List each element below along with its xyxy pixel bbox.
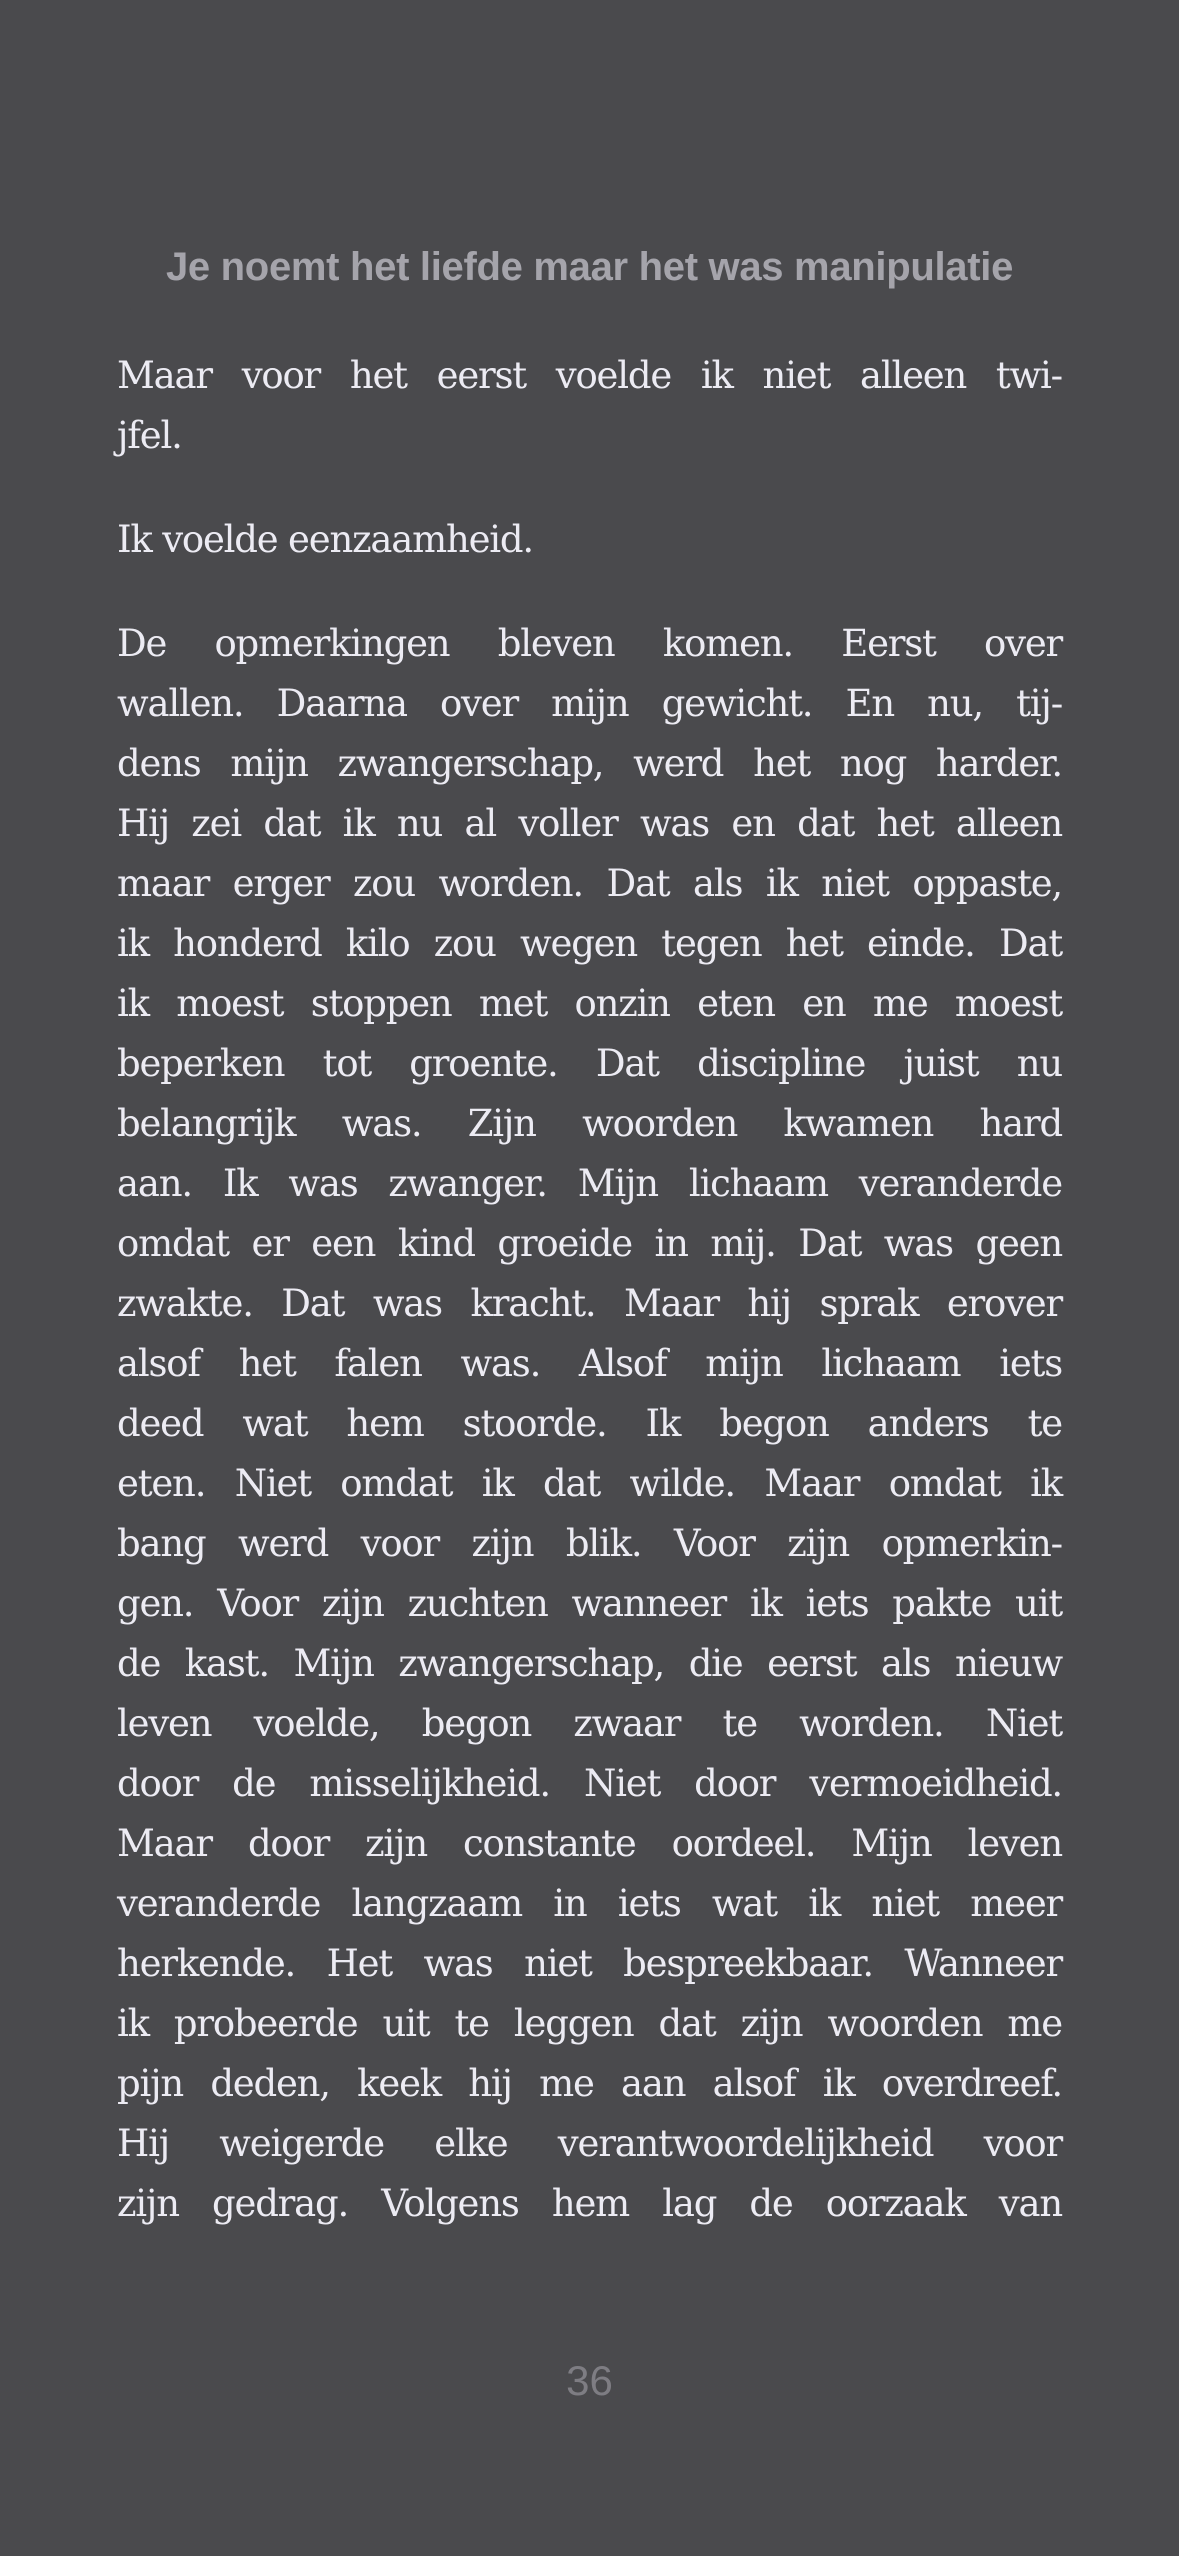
chapter-title: Je noemt het liefde maar het was manipulatie: [165, 245, 1014, 289]
page-body-text[interactable]: [117, 346, 1062, 2278]
paragraph-3: [117, 614, 1062, 2234]
text-line: belangrijk was. Zijn woorden kwamen hard: [117, 1102, 1062, 1145]
text-line: veranderde langzaam in iets wat ik niet meer: [117, 1882, 1062, 1925]
text-line: maar erger zou worden. Dat als ik niet oppaste,: [117, 862, 1062, 905]
text-line: beperken tot groente. Dat discipline juist nu: [117, 1042, 1062, 1085]
text-line: Hij zei dat ik nu al voller was en dat het alleen: [117, 802, 1062, 845]
text-line: aan. Ik was zwanger. Mijn lichaam veranderde: [117, 1162, 1062, 1205]
text-line: zijn gedrag. Volgens hem lag de oorzaak van: [117, 2182, 1062, 2225]
text-line: omdat er een kind groeide in mij. Dat was geen: [117, 1222, 1062, 1265]
text-line: ik probeerde uit te leggen dat zijn woorden me: [117, 2002, 1062, 2045]
text-line: alsof het falen was. Alsof mijn lichaam iets: [117, 1342, 1062, 1385]
text-line: dens mijn zwangerschap, werd het nog harder.: [117, 742, 1062, 785]
text-line: Hij weigerde elke verantwoordelijkheid voor: [117, 2122, 1062, 2165]
text-line: bang werd voor zijn blik. Voor zijn opmerkin-: [117, 1522, 1062, 1565]
text-line: Maar door zijn constante oordeel. Mijn leven: [117, 1822, 1062, 1865]
text-line: ik moest stoppen met onzin eten en me moest: [117, 982, 1062, 1025]
text-line: herkende. Het was niet bespreekbaar. Wanneer: [117, 1942, 1062, 1985]
text-line: pijn deden, keek hij me aan alsof ik overdreef.: [117, 2062, 1062, 2105]
text-line: de kast. Mijn zwangerschap, die eerst als nieuw: [117, 1642, 1062, 1685]
text-line: zwakte. Dat was kracht. Maar hij sprak erover: [117, 1282, 1062, 1325]
text-line: gen. Voor zijn zuchten wanneer ik iets pakte uit: [117, 1582, 1062, 1625]
text-line: wallen. Daarna over mijn gewicht. En nu, tij-: [117, 682, 1062, 725]
paragraph-1: [117, 346, 1062, 466]
text-line: Maar voor het eerst voelde ik niet alleen twi-: [117, 354, 1062, 397]
paragraph-2: [117, 510, 1062, 570]
page-number: 36: [566, 2357, 613, 2404]
text-line: leven voelde, begon zwaar te worden. Niet: [117, 1702, 1062, 1745]
text-line: deed wat hem stoorde. Ik begon anders te: [117, 1402, 1062, 1445]
text-line: ik honderd kilo zou wegen tegen het einde. Dat: [117, 922, 1062, 965]
text-line: door de misselijkheid. Niet door vermoeidheid.: [117, 1762, 1062, 1805]
text-line: De opmerkingen bleven komen. Eerst over: [117, 622, 1062, 665]
text-line: jfel.: [117, 414, 182, 457]
text-line: eten. Niet omdat ik dat wilde. Maar omdat ik: [117, 1462, 1062, 1505]
text-line: Ik voelde eenzaamheid.: [117, 518, 533, 561]
